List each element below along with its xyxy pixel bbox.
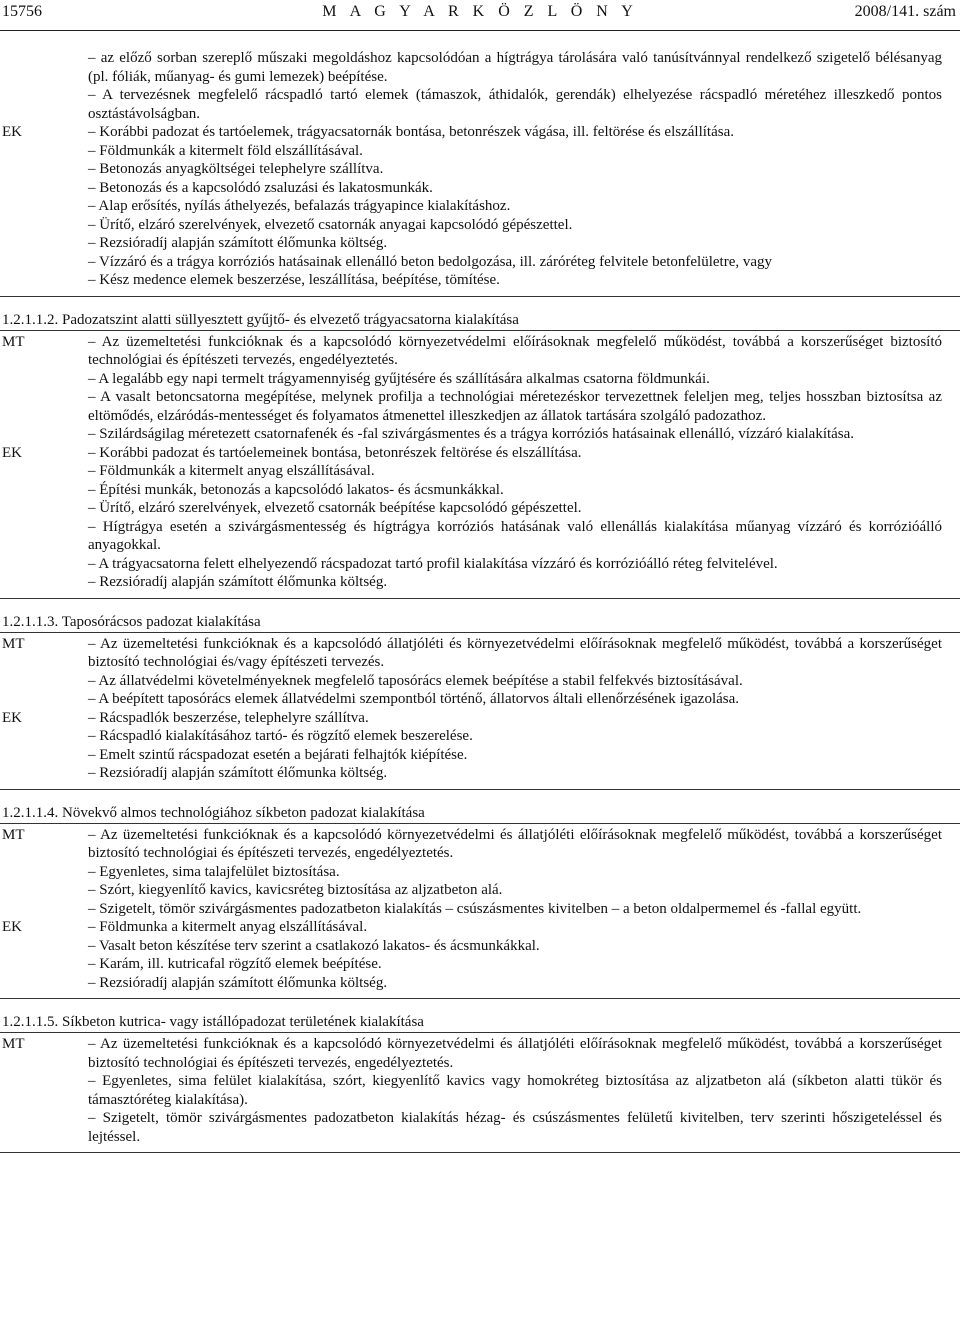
list-item: – Korábbi padozat és tartóelemeinek bontása, betonrészek feltörése és elszállítása.	[88, 444, 582, 461]
list-item: – Földmunka a kitermelt anyag elszállításával.	[88, 919, 368, 935]
list-item: – Rácspadló kialakításához tartó- és rögzítő elemek beszerelése.	[88, 728, 473, 744]
group-items	[88, 826, 960, 919]
list-item: – Építési munkák, betonozás a kapcsolódó lakatos- és ácsmunkákkal.	[88, 481, 504, 498]
list-item: – Szigetelt, tömör szivárgásmentes padozatbeton kialakítás – csúszásmentes kivitelben – a beton oldalpermemel és -fallal együtt.	[88, 900, 862, 917]
requirement-group	[0, 709, 960, 783]
group-items	[88, 635, 960, 709]
group-label: MT	[2, 333, 25, 350]
list-item: – Betonozás anyagköltségei telephelyre szállítva.	[88, 161, 384, 177]
list-item: – A beépített taposórács elemek állatvédelmi szempontból történő, állatorvos általi ellenőrzésének igazolása.	[88, 691, 740, 707]
list-item: – Rezsióradíj alapján számított élőmunka költség.	[88, 974, 388, 991]
list-item: – Kész medence elemek beszerzése, leszállítása, beépítése, tömítése.	[88, 272, 500, 288]
list-item: – Az üzemeltetési funkcióknak és a kapcsolódó állatjóléti és környezetvédelmi előírásoknak megfelelő működést, továbbá a korszerűséget biztosító technológiai és/vagy építészeti tervezés.	[88, 635, 942, 670]
group-items	[88, 918, 960, 992]
list-item: – Vízzáró és a trágya korróziós hatásainak ellenálló beton bedolgozása, ill. záróréteg felvitele betonfelületre, vagy	[88, 253, 773, 270]
group-items	[88, 709, 960, 783]
list-item: – Egyenletes, sima talajfelület biztosítása.	[88, 863, 340, 880]
list-item: – Rezsióradíj alapján számított élőmunka költség.	[88, 765, 388, 781]
list-item: – Rácspadlók beszerzése, telephelyre szállítva.	[88, 709, 369, 726]
group-items	[88, 1035, 960, 1146]
list-item: – Az üzemeltetési funkcióknak és a kapcsolódó környezetvédelmi és állatjóléti előírásoknak megfelelő működést, továbbá a korszerűséget biztosító technológiai és építészeti tervezés, engedélyeztetés.	[88, 1036, 942, 1071]
list-item: – Betonozás és a kapcsolódó zsaluzási és lakatosmunkák.	[88, 179, 433, 196]
list-item: – Rezsióradíj alapján számított élőmunka költség.	[88, 574, 388, 590]
section-block	[0, 331, 960, 599]
group-items	[88, 49, 960, 123]
group-label: EK	[2, 444, 22, 461]
list-item: – A legalább egy napi termelt trágyamennyiség gyűjtésére és szállítására alkalmas csatorna földmunkái.	[88, 370, 710, 387]
group-label	[0, 49, 88, 123]
list-item: – Vasalt beton készítése terv szerint a csatlakozó lakatos- és ácsmunkákkal.	[88, 937, 540, 954]
list-item: – Emelt szintű rácspadozat esetén a bejárati felhajtók kiépítése.	[88, 746, 468, 763]
list-item: – Az üzemeltetési funkcióknak és a kapcsolódó környezetvédelmi előírásoknak megfelelő működést, továbbá a korszerűséget biztosító technológiai és építészeti tervezés, engedélyeztetés.	[88, 333, 942, 368]
section-block	[0, 1033, 960, 1153]
group-label: EK	[2, 919, 22, 935]
section-heading: 1.2.1.1.5. Síkbeton kutrica- vagy istállópadozat területének kialakítása	[0, 1013, 960, 1033]
requirement-group	[0, 333, 960, 444]
list-item: – A vasalt betoncsatorna megépítése, melynek profilja a technológiai méretezéskor tervezettnek feleljen meg, teljes hosszban biztosítsa az eltömődés, elzáródás-mentességet és folyamatos átmenettel illeszkedjen az állatok tartására szolgáló padozathoz.	[88, 389, 942, 424]
list-item: – az előző sorban szereplő műszaki megoldáshoz kapcsolódóan a hígtrágya tárolására való tanúsítvánnyal rendelkező szigetelő bélésanyag (pl. fóliák, műanyag- és gumi lemezek) beépítése.	[88, 50, 942, 85]
requirement-group	[0, 123, 960, 290]
requirement-group	[0, 1035, 960, 1146]
section-block	[0, 824, 960, 1000]
list-item: – Földmunkák a kitermelt föld elszállításával.	[88, 142, 363, 159]
requirement-group	[0, 444, 960, 592]
list-item: – Egyenletes, sima felület kialakítása, szórt, kiegyenlítő kavics vagy homokréteg biztosítása az aljzatbeton alá (síkbeton alatti tükör és támasztóréteg kialakítása).	[88, 1073, 942, 1108]
requirement-group	[0, 826, 960, 919]
list-item: – Az üzemeltetési funkcióknak és a kapcsolódó környezetvédelmi és állatjóléti előírásoknak megfelelő működést, továbbá a korszerűséget biztosító technológiai és építészeti tervezés, engedélyeztetés.	[88, 826, 942, 861]
page-number: 15756	[2, 3, 42, 20]
section-heading: 1.2.1.1.4. Növekvő almos technológiához síkbeton padozat kialakítása	[0, 804, 960, 824]
section-block	[0, 633, 960, 790]
list-item: – Szórt, kiegyenlítő kavics, kavicsréteg biztosítása az aljzatbeton alá.	[88, 882, 503, 898]
document-body	[0, 47, 960, 1153]
list-item: – Hígtrágya esetén a szivárgásmentesség és hígtrágya korróziós hatásának való ellenállás kialakítása műanyag vízzáró és korrózióálló anyagokkal.	[88, 518, 942, 553]
section-heading: 1.2.1.1.2. Padozatszint alatti süllyesztett gyűjtő- és elvezető trágyacsatorna kialakítása	[0, 311, 960, 331]
list-item: – Szigetelt, tömör szivárgásmentes padozatbeton kialakítás hézag- és csúszásmentes felületű kivitelben, terv szerinti hőszigeteléssel és lejtéssel.	[88, 1110, 942, 1145]
journal-title: M A G Y A R K Ö Z L Ö N Y	[322, 3, 638, 20]
list-item: – Az állatvédelmi követelményeknek megfelelő taposórács elemek beépítése a stabil felfekvés biztosításával.	[88, 672, 743, 689]
list-item: – Alap erősítés, nyílás áthelyezés, befalazás trágyapince kialakításhoz.	[88, 198, 511, 214]
list-item: – Földmunkák a kitermelt anyag elszállításával.	[88, 463, 375, 479]
section-heading: 1.2.1.1.3. Taposórácsos padozat kialakítása	[0, 613, 960, 633]
list-item: – Ürítő, elzáró szerelvények, elvezető csatornák anyagai kapcsolódó gépészettel.	[88, 216, 573, 233]
issue-number: 2008/141. szám	[854, 3, 956, 20]
list-item: – A tervezésnek megfelelő rácspadló tartó elemek (támaszok, áthidalók, gerendák) elhelyezése rácspadló méretéhez illeszkedő pontos osztástávolságban.	[88, 87, 942, 122]
list-item: – Korábbi padozat és tartóelemek, trágyacsatornák bontása, betonrészek vágása, ill. feltörése és elszállítása.	[88, 124, 734, 140]
list-item: – Karám, ill. kutricafal rögzítő elemek beépítése.	[88, 956, 382, 972]
requirement-group	[0, 49, 960, 123]
page-header	[0, 0, 960, 31]
continuation-block	[0, 47, 960, 297]
requirement-group	[0, 635, 960, 709]
group-label: MT	[2, 826, 25, 843]
list-item: – Ürítő, elzáró szerelvények, elvezető csatornák beépítése kapcsolódó gépészettel.	[88, 500, 582, 516]
group-label: MT	[2, 635, 25, 652]
group-label: MT	[2, 1036, 25, 1052]
group-label: EK	[2, 124, 22, 140]
requirement-group	[0, 918, 960, 992]
list-item: – A trágyacsatorna felett elhelyezendő rácspadozat tartó profil kialakítása vízzáró és korrózióálló réteg felvitelével.	[88, 555, 778, 572]
list-item: – Szilárdságilag méretezett csatornafenék és -fal szivárgásmentes és a trágya korróziós hatásainak ellenálló, vízzáró kialakítása.	[88, 426, 855, 442]
group-items	[88, 444, 960, 592]
group-items	[88, 333, 960, 444]
group-label: EK	[2, 709, 22, 726]
list-item: – Rezsióradíj alapján számított élőmunka költség.	[88, 235, 388, 251]
group-items	[88, 123, 960, 290]
